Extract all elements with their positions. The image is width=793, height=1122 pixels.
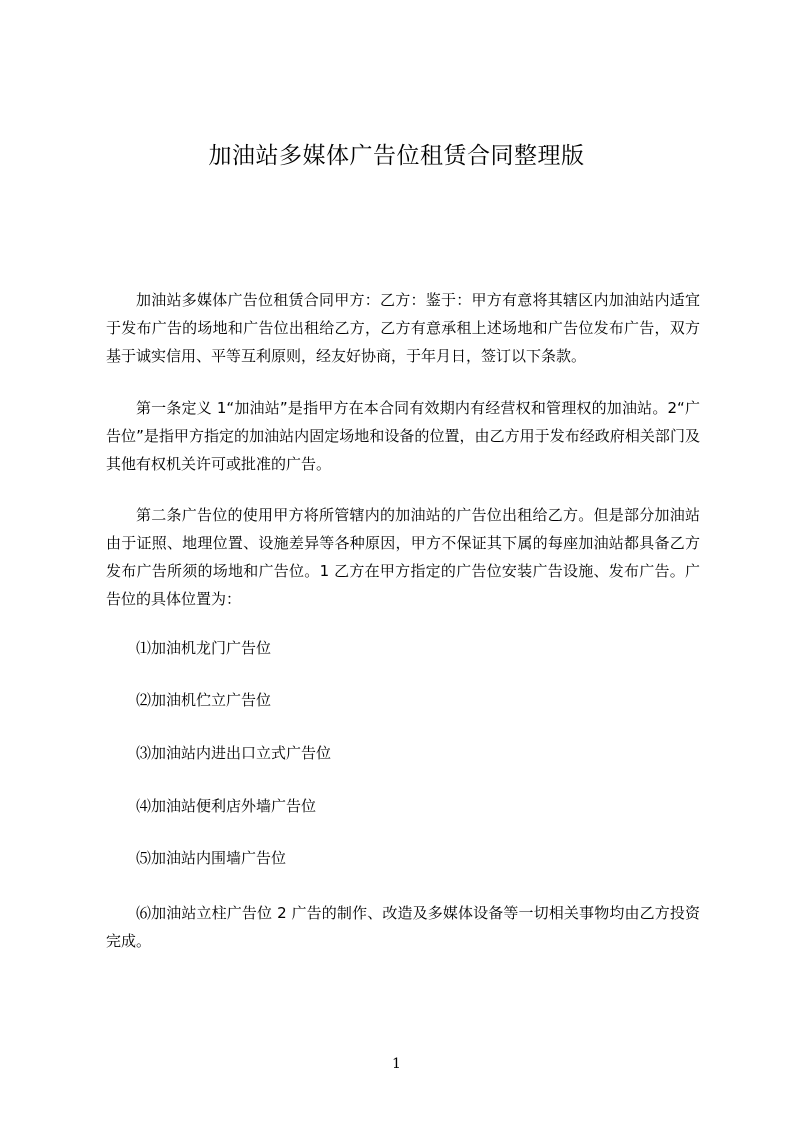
document-title: 加油站多媒体广告位租赁合同整理版 [208, 143, 585, 169]
list-item-standing-ad: ⑵加油机伫立广告位 [136, 691, 272, 709]
page-number: 1 [392, 1056, 401, 1072]
paragraph-article-2-usage: 第二条广告位的使用甲方将所管辖内的加油站的广告位出租给乙方。但是部分加油站由于证照、地理位置、设施差异等各种原因，甲方不保证其下属的每座加油站都具备乙方发布广告所须的场地和广告位。1 乙方在甲方指定的广告位安装广告设施、发布广告。广告位的具体位置为： [106, 506, 700, 608]
paragraph-article-1-definitions: 第一条定义 1“加油站”是指甲方在本合同有效期内有经营权和管理权的加油站。2“广告位”是指甲方指定的加油站内固定场地和设备的位置，由乙方用于发布经政府相关部门及其他有权机关许可或批准的广告。 [106, 399, 700, 473]
list-item-entrance-ad: ⑶加油站内进出口立式广告位 [136, 744, 332, 762]
list-item-gantry-ad: ⑴加油机龙门广告位 [136, 639, 272, 657]
list-item-pillar-ad: ⑹加油站立柱广告位 2 广告的制作、改造及多媒体设备等一切相关事物均由乙方投资完成。 [106, 904, 700, 950]
list-item-fence-ad: ⑸加油站内围墙广告位 [136, 849, 287, 867]
list-item-store-wall-ad: ⑷加油站便利店外墙广告位 [136, 797, 317, 815]
paragraph-preamble: 加油站多媒体广告位租赁合同甲方：乙方：鉴于：甲方有意将其辖区内加油站内适宜于发布广告的场地和广告位出租给乙方，乙方有意承租上述场地和广告位发布广告，双方基于诚实信用、平等互利原则，经友好协商，于年月日，签订以下条款。 [106, 291, 700, 365]
